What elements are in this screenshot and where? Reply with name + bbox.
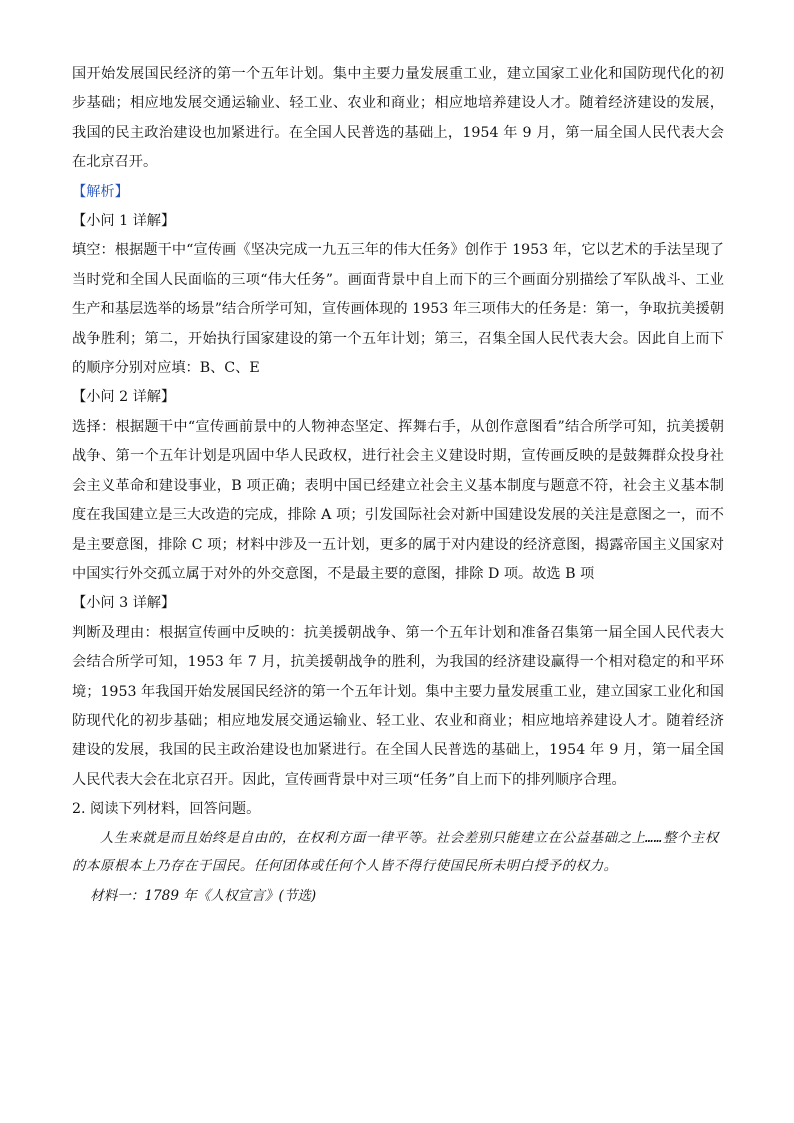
- section-1-heading: 【小问 1 详解】: [72, 213, 176, 230]
- section-2-body: 选择：根据题干中“宣传画前景中的人物神态坚定、挥舞右手，从创作意图看”结合所学可知，抗美援朝战争、第一个五年计划是巩固中华人民政权，进行社会主义建设时期，宣传画反映的是鼓舞群众投身社会主义革命和建设事业，B 项正确；表明中国已经建立社会主义基本制度与题意不符，社会主义基本制度在我国建立是三大改造的完成，排除 A 项；引发国际社会对新中国建设发展的关注是意图之一，而不是主要意图，排除 C 项；材料中涉及一五计划，更多的属于对内建设的经济意图，揭露帝国主义国家对中国实行外交孤立属于对外的外交意图，不是最主要的意图，排除 D 项。故选 B 项: [72, 418, 724, 582]
- section-2-heading: 【小问 2 详解】: [72, 389, 176, 406]
- intro-paragraph: 国开始发展国民经济的第一个五年计划。集中主要力量发展重工业，建立国家工业化和国防现代化的初步基础；相应地发展交通运输业、轻工业、农业和商业；相应地培养建设人才。随着经济建设的发展，我国的民主政治建设也加紧进行。在全国人民普选的基础上，1954 年 9 月，第一届全国人民代表大会在北京召开。: [72, 66, 724, 171]
- material-source: 材料一：1789 年《人权宣言》(节选): [90, 887, 317, 904]
- document-page: [72, 60, 724, 911]
- analysis-label: 【解析】: [72, 183, 129, 200]
- question-2-stem: 2. 阅读下列材料，回答问题。: [72, 801, 261, 818]
- section-3-body: 判断及理由：根据宣传画中反映的：抗美援朝战争、第一个五年计划和准备召集第一届全国人民代表大会结合所学可知，1953 年 7 月，抗美援朝战争的胜利，为我国的经济建设赢得一个相对稳定的和平环境；1953 年我国开始发展国民经济的第一个五年计划。集中主要力量发展重工业，建立国家工业化和国防现代化的初步基础；相应地发展交通运输业、轻工业、农业和商业；相应地培养建设人才。随着经济建设的发展，我国的民主政治建设也加紧进行。在全国人民普选的基础上，1954 年 9 月，第一届全国人民代表大会在北京召开。因此，宣传画背景中对三项“任务”自上而下的排列顺序合理。: [72, 624, 724, 788]
- material-quote: 人生来就是而且始终是自由的，在权利方面一律平等。社会差别只能建立在公益基础之上……整个主权的本原根本上乃存在于国民。任何团体或任何个人皆不得行使国民所未明白授予的权力。: [72, 830, 719, 874]
- section-3-heading: 【小问 3 详解】: [72, 595, 176, 612]
- section-1-body: 填空：根据题干中“宣传画《坚决完成一九五三年的伟大任务》创作于 1953 年，它以艺术的手法呈现了当时党和全国人民面临的三项“伟大任务”。画面背景中自上而下的三个画面分别描绘了军队战斗、工业生产和基层选举的场景”结合所学可知，宣传画体现的 1953 年三项伟大的任务是：第一，争取抗美援朝战争胜利；第二，开始执行国家建设的第一个五年计划；第三，召集全国人民代表大会。因此自上而下的顺序分别对应填：B、C、E: [72, 242, 724, 377]
